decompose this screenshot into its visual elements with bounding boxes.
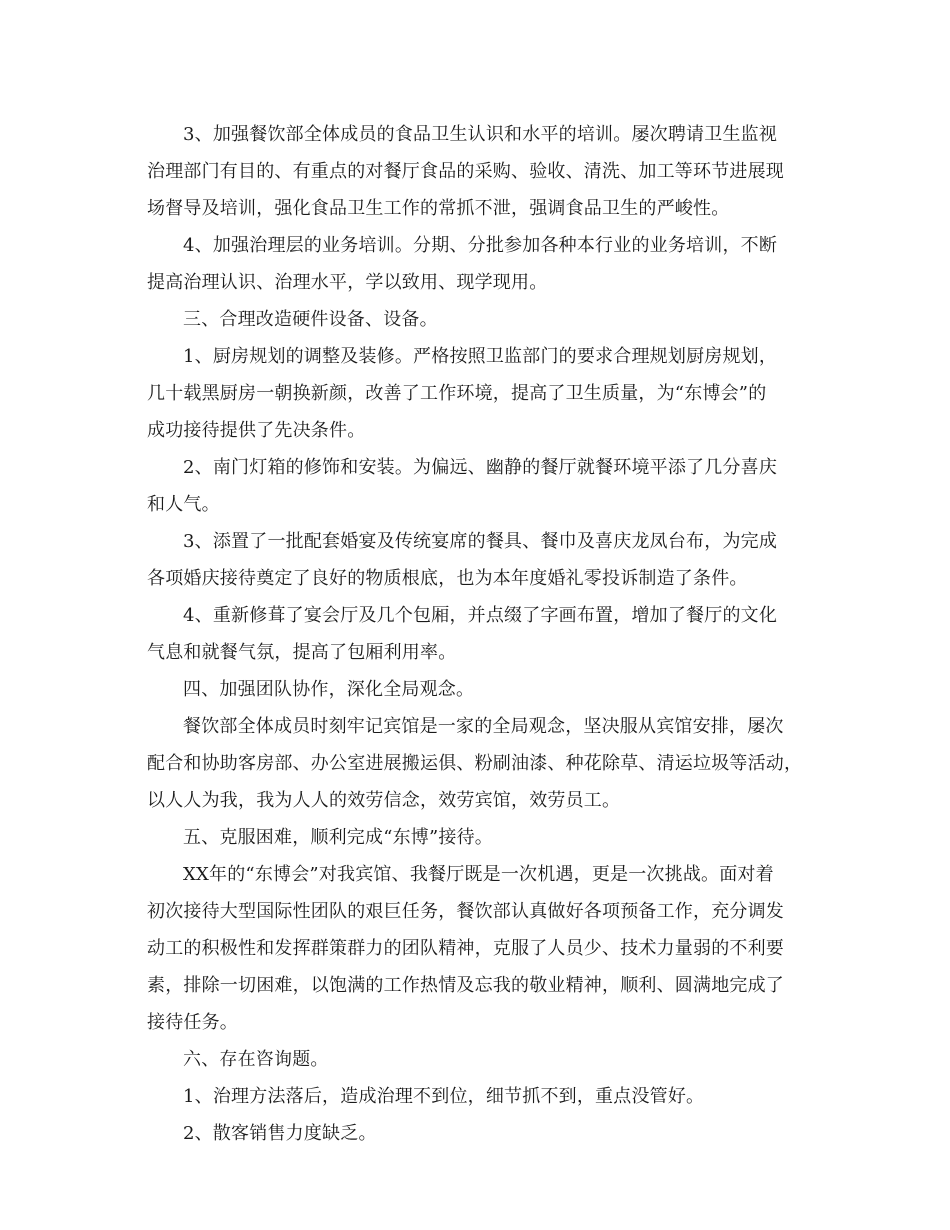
document-text-line: 4、加强治理层的业务培训。分期、分批参加各种本行业的业务培训，不断 [183,235,778,256]
document-text-line: 餐饮部全体成员时刻牢记宾馆是一家的全局观念，坚决服从宾馆安排，屡次 [183,716,784,737]
document-text-line: 接待任务。 [147,1012,238,1033]
document-text-line: 五、克服困难，顺利完成“东博”接待。 [183,827,494,848]
document-text-line: 1、厨房规划的调整及装修。严格按照卫监部门的要求合理规划厨房规划， [183,346,778,367]
document-text-line: 四、加强团队协作，深化全局观念。 [183,679,475,700]
document-text-line: 几十载黑厨房一朝换新颜，改善了工作环境，提高了卫生质量，为“东博会”的 [147,383,767,404]
document-text-line: 场督导及培训，强化食品卫生工作的常抓不泄，强调食品卫生的严峻性。 [147,198,730,219]
document-text-line: 提高治理认识、治理水平，学以致用、现学现用。 [147,272,548,293]
document-text-line: 气息和就餐气氛，提高了包厢利用率。 [147,642,457,663]
document-text-line: 4、重新修葺了宴会厅及几个包厢，并点缀了字画布置，增加了餐厅的文化 [183,605,778,626]
document-text-line: 各项婚庆接待奠定了良好的物质根底，也为本年度婚礼零投诉制造了条件。 [147,568,748,589]
document-text-line: 1、治理方法落后，造成治理不到位，细节抓不到，重点没管好。 [183,1086,705,1107]
document-text-line: 以人人为我，我为人人的效劳信念，效劳宾馆，效劳员工。 [147,790,621,811]
document-text-line: XX年的“东博会”对我宾馆、我餐厅既是一次机遇，更是一次挑战。面对着 [183,864,774,885]
document-text-line: 成功接待提供了先决条件。 [147,420,366,441]
document-text-line: 配合和协助客房部、办公室进展搬运俱、粉刷油漆、种花除草、清运垃圾等活动， [147,753,803,774]
document-text-line: 治理部门有目的、有重点的对餐厅食品的采购、验收、清洗、加工等环节进展现 [147,161,784,182]
document-text-line: 2、南门灯箱的修饰和安装。为偏远、幽静的餐厅就餐环境平添了几分喜庆 [183,457,778,478]
document-text-line: 初次接待大型国际性团队的艰巨任务，餐饮部认真做好各项预备工作，充分调发 [147,901,784,922]
document-text-line: 2、散客销售力度缺乏。 [183,1123,377,1144]
document-text-line: 六、存在咨询题。 [183,1049,329,1070]
document-text-line: 三、合理改造硬件设备、设备。 [183,309,438,330]
document-text-line: 和人气。 [147,494,220,515]
document-text-line: 3、加强餐饮部全体成员的食品卫生认识和水平的培训。屡次聘请卫生监视 [183,124,778,145]
document-body [147,116,807,1152]
document-text-line: 3、添置了一批配套婚宴及传统宴席的餐具、餐巾及喜庆龙凤台布，为完成 [183,531,778,552]
document-text-line: 动工的积极性和发挥群策群力的团队精神，克服了人员少、技术力量弱的不利要 [147,938,784,959]
document-text-line: 素，排除一切困难，以饱满的工作热情及忘我的敬业精神，顺利、圆满地完成了 [147,975,784,996]
